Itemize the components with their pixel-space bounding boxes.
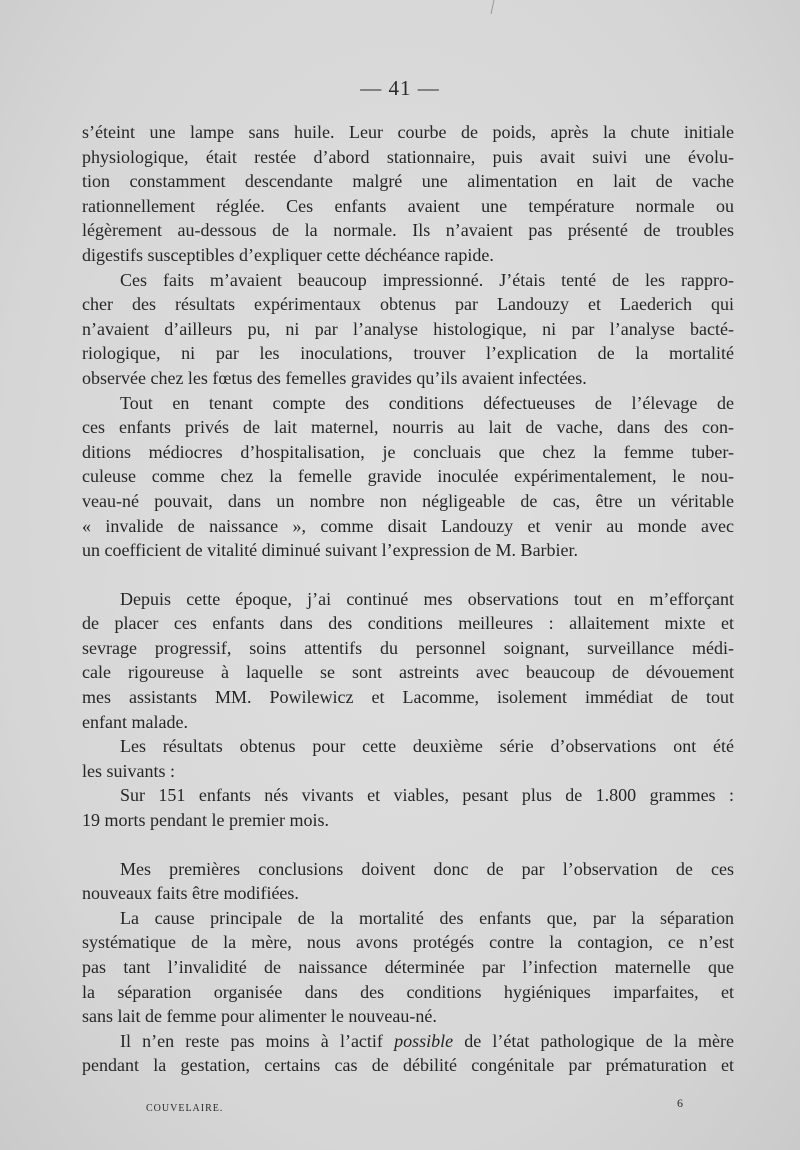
text-line: tion constamment descendante malgré une alimentation en lait de vache [82, 171, 734, 192]
scan-mark [491, 0, 495, 14]
text-line: rationnellement réglée. Ces enfants avaient une température normale ou [82, 195, 734, 216]
paragraph-gap [82, 833, 734, 857]
page-number: — 41 — [360, 76, 440, 100]
text-line: de placer ces enfants dans des conditions meilleures : allaitement mixte et [82, 613, 734, 634]
text-line: nouveaux faits être modifiées. [82, 883, 299, 904]
text-line: un coefficient de vitalité diminué suivant l’expression de M. Barbier. [82, 540, 579, 561]
text-line: n’avaient d’ailleurs pu, ni par l’analyse histologique, ni par l’analyse bacté- [82, 318, 734, 339]
text-line: ces enfants privés de lait maternel, nourris au lait de vache, dans des con- [82, 417, 734, 438]
text-segment: de l’état pathologique de la mère [453, 1030, 734, 1051]
text-line: riologique, ni par les inoculations, trouver l’explication de la mortalité [82, 343, 734, 364]
text-line: cher des résultats expérimentaux obtenus par Landouzy et Laederich qui [82, 294, 734, 315]
paragraph-gap [82, 563, 734, 587]
body-text [82, 120, 734, 1078]
italic-word: possible [394, 1030, 454, 1051]
text-line: « invalide de naissance », comme disait Landouzy et venir au monde avec [82, 515, 734, 536]
text-line: observée chez les fœtus des femelles gravides qu’ils avaient infectées. [82, 367, 587, 388]
text-line: pendant la gestation, certains cas de débilité congénitale par prématuration et [82, 1055, 734, 1076]
text-line: systématique de la mère, nous avons protégés contre la contagion, ce n’est [82, 932, 734, 953]
text-line: cale rigoureuse à laquelle se sont astreints avec beaucoup de dévouement [82, 662, 734, 683]
text-line: s’éteint une lampe sans huile. Leur courbe de poids, après la chute initiale [82, 122, 734, 142]
text-line: mes assistants MM. Powilewicz et Lacomme, isolement immédiat de tout [82, 687, 734, 708]
text-line: 19 morts pendant le premier mois. [82, 810, 329, 831]
text-line: pas tant l’invalidité de naissance déterminée par l’infection maternelle que [82, 957, 734, 977]
text-line: La cause principale de la mortalité des enfants que, par la séparation [120, 907, 734, 928]
text-line: la séparation organisée dans des conditions hygiéniques imparfaites, et [82, 981, 734, 1002]
text-line: veau-né pouvait, dans un nombre non négligeable de cas, être un véritable [82, 490, 734, 511]
text-line: Sur 151 enfants nés vivants et viables, pesant plus de 1.800 grammes : [120, 785, 734, 806]
text-line: Depuis cette époque, j’ai continué mes observations tout en m’efforçant [120, 588, 734, 609]
text-line: légèrement au-dessous de la normale. Ils n’avaient pas présenté de troubles [82, 220, 734, 241]
text-line: les suivants : [82, 760, 175, 781]
text-line: physiologique, était restée d’abord stationnaire, puis avait suivi une évolu- [82, 146, 734, 167]
footer-author: COUVELAIRE. [146, 1103, 224, 1114]
text-segment: Il n’en reste pas moins à l’actif [120, 1030, 395, 1051]
text-line: enfant malade. [82, 711, 188, 732]
text-line [82, 1029, 734, 1054]
text-line: digestifs susceptibles d’expliquer cette déchéance rapide. [82, 244, 494, 265]
text-line: culeuse comme chez la femelle gravide inoculée expérimentalement, le nou- [82, 466, 734, 487]
text-line: sans lait de femme pour alimenter le nouveau-né. [82, 1006, 437, 1027]
text-line: sevrage progressif, soins attentifs du personnel soignant, surveillance médi- [82, 637, 734, 658]
text-line: Les résultats obtenus pour cette deuxième série d’observations ont été [120, 736, 734, 757]
text-line: Tout en tenant compte des conditions défectueuses de l’élevage de [120, 392, 734, 413]
text-line: Mes premières conclusions doivent donc de par l’observation de ces [120, 858, 734, 879]
footer-signature-mark: 6 [677, 1096, 683, 1110]
text-line: Ces faits m’avaient beaucoup impressionné. J’étais tenté de les rappro- [120, 269, 734, 290]
text-line: ditions médiocres d’hospitalisation, je concluais que chez la femme tuber- [82, 441, 734, 462]
